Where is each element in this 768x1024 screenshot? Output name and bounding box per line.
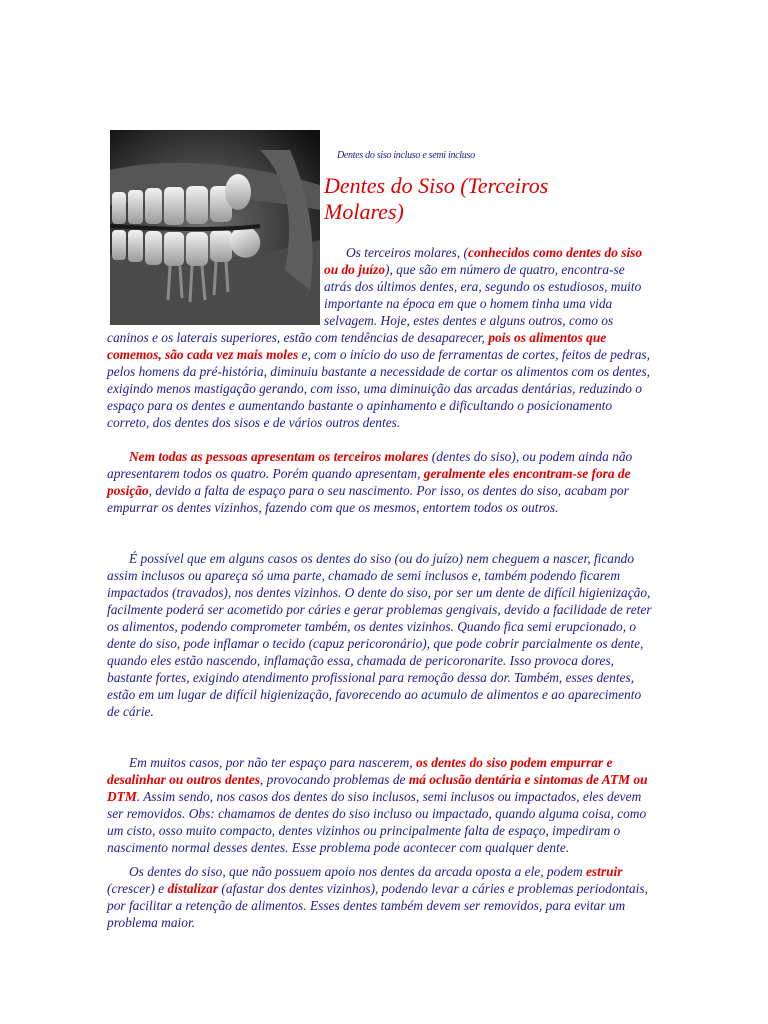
p4-text-c: , provocando problemas de <box>259 772 409 787</box>
p5-text-e: (afastar dos dentes vizinhos), podendo levar a cáries e problemas periodontais, por facilitar a retenção de alimentos. Esses dentes também devem ser removidos, para evitar um problema maior. <box>107 881 648 930</box>
p5-text-c: (crescer) e <box>107 881 168 896</box>
p2-text-b: (dentes do siso), ou podem ainda não apresentarem todos os quatro. Porém quando apresentam, <box>107 449 633 481</box>
p1-highlight-2: pois os alimentos que comemos, são cada vez mais moles <box>107 330 607 362</box>
p2-text-d: , devido a falta de espaço para o seu nascimento. Por isso, os dentes do siso, acabam por empurrar os dentes vizinhos, fazendo com que os mesmos, entortem todos os outros. <box>107 483 629 515</box>
paragraph-2 <box>107 448 652 516</box>
p1-text-c: ), que são em número de quatro, encontra-se atrás dos últimos dentes, era, segundo os estudiosos, muito importante na época em que o homem tinha uma vida selvagem. Hoje, estes dentes e alguns outros, como os caninos e os laterais superiores, estão com tendências de desaparecer, <box>107 262 642 345</box>
document-body <box>107 244 652 931</box>
p4-text-e: . Assim sendo, nos casos dos dentes do siso inclusos, semi inclusos ou impactados, eles devem ser removidos. Obs: chamamos de dentes do siso incluso ou impactado, quando alguma coisa, como um cisto, osso muito compacto, dentes vizinhos ou principalmente falta de espaço, impediram o nascimento normal desses dentes. Esse problema pode acontecer com qualquer dente. <box>107 789 647 855</box>
paragraph-5 <box>107 863 652 931</box>
paragraph-3: É possível que em alguns casos os dentes do siso (ou do juízo) nem cheguem a nascer, ficando assim inclusos ou apareça só uma parte, chamado de semi inclusos e, também podendo ficarem impactados (travados), nos dentes vizinhos. O dente do siso, por ser um dente de difícil higienização, facilmente poderá ser acometido por cáries e gerar problemas gengivais, devido a facilidade de reter os alimentos, podendo comprometer também, os dentes vizinhos. Quando fica semi erupcionado, o dente do siso, pode inflamar o tecido (capuz pericoronário), que pode cobrir parcialmente os dente, quando eles estão nascendo, inflamação essa, chamada de pericoronarite. Isso provoca dores, bastante fortes, exigindo atendimento profissional para remoção dessa dor. Também, esses dentes, estão em um lugar de difícil higienização, favorecendo ao acumulo de alimentos e ao aparecimento de cárie. <box>107 551 652 719</box>
p4-text-a: Em muitos casos, por não ter espaço para nascerem, <box>129 755 417 770</box>
p1-text-a: Os terceiros molares, ( <box>346 245 468 260</box>
image-float-spacer <box>107 244 324 328</box>
p1-highlight-1: conhecidos como dentes do siso ou do juízo <box>324 245 643 277</box>
p5-highlight-1: estruir <box>585 864 623 879</box>
p2-highlight-1: Nem todas as pessoas apresentam os terceiros molares <box>129 449 429 464</box>
p4-highlight-1: os dentes do siso podem empurrar e desalinhar ou outros dentes <box>107 755 613 787</box>
image-caption: Dentes do siso incluso e semi incluso <box>337 150 475 161</box>
p2-highlight-2: geralmente eles encontram-se fora de posição <box>107 466 631 498</box>
p5-highlight-2: distalizar <box>167 881 219 896</box>
p4-highlight-2: má oclusão dentária e sintomas de ATM ou DTM <box>107 772 648 804</box>
p5-text-a: Os dentes do siso, que não possuem apoio nos dentes da arcada oposta a ele, podem <box>129 864 586 879</box>
p1-text-e: e, com o início do uso de ferramentas de cortes, feitos de pedras, pelos homens da pré-história, diminuiu bastante a necessidade de cortar os alimentos com os dentes, exigindo menos mastigação gerando, com isso, uma diminuição das arcadas dentárias, reduzindo o espaço para os dentes e aumentando bastante o apinhamento e dificultando o posicionamento correto, dos dentes dos sisos e de vários outros dentes. <box>107 347 651 430</box>
document-title: Dentes do Siso (Terceiros Molares) <box>324 173 549 224</box>
paragraph-4 <box>107 754 652 856</box>
